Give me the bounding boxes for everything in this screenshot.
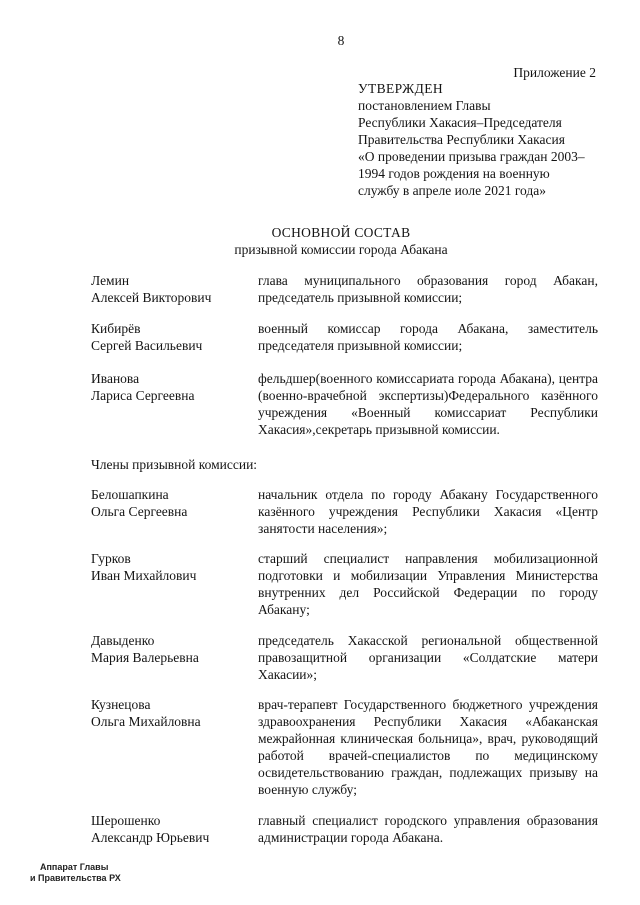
footer-stamp: [30, 862, 121, 884]
approval-title: УТВЕРЖДЕН: [358, 81, 443, 96]
surname: Кузнецова: [91, 697, 151, 712]
person-name: [91, 370, 251, 404]
members-label: Члены призывной комиссии:: [91, 457, 258, 472]
document-title: ОСНОВНОЙ СОСТАВ: [271, 225, 411, 240]
given-names: Ольга Сергеевна: [91, 504, 188, 519]
role-description: фельдшер(военного комиссариата города Абакана), центра (военно-врачебной экспертизы)Федерального казённого учреждения «Военный комиссариат Республики Хакасия»,секретарь призывной комиссии.: [258, 371, 598, 437]
role-description: глава муниципального образования город Абакан, председатель призывной комиссии;: [258, 273, 598, 305]
given-names: Иван Михайлович: [91, 568, 197, 583]
surname: Белошапкина: [91, 487, 169, 502]
surname: Кибирёв: [91, 321, 141, 336]
appendix-label: Приложение 2: [513, 65, 596, 80]
given-names: Александр Юрьевич: [91, 830, 210, 845]
document-subtitle: призывной комиссии города Абакана: [234, 242, 448, 257]
given-names: Алексей Викторович: [91, 290, 212, 305]
surname: Гурков: [91, 551, 131, 566]
surname: Иванова: [91, 371, 140, 386]
role-description: начальник отдела по городу Абакану Государственного казённого учреждения Республики Хакасия «Центр занятости населения»;: [258, 487, 598, 536]
approval-line: службу в апреле иоле 2021 года»: [358, 183, 547, 198]
page-number: 8: [337, 33, 345, 48]
stamp-line: Аппарат Главы: [40, 862, 109, 872]
role-description: председатель Хакасской региональной общественной правозащитной организации «Солдатские матери Хакасии»;: [258, 633, 598, 682]
approval-line: Республики Хакасия–Председателя: [358, 115, 562, 130]
role-description: военный комиссар города Абакана, заместитель председателя призывной комиссии;: [258, 321, 598, 353]
approval-line: постановлением Главы: [358, 98, 491, 113]
approval-lines: [358, 97, 608, 199]
approval-line: Правительства Республики Хакасия: [358, 132, 565, 147]
given-names: Ольга Михайловна: [91, 714, 201, 729]
surname: Шерошенко: [91, 813, 161, 828]
approval-line: «О проведении призыва граждан 2003–: [358, 149, 585, 164]
surname: Лемин: [91, 273, 130, 288]
person-name: [91, 272, 251, 306]
surname: Давыденко: [91, 633, 155, 648]
approval-block: [358, 80, 608, 199]
person-name: [91, 550, 251, 584]
person-name: [91, 320, 251, 354]
role-description: врач-терапевт Государственного бюджетного учреждения здравоохранения Республики Хакасия «Абаканская межрайонная клиническая больница», врач, руководящий работой врачей-специалистов по медицинскому освидетельствованию граждан, подлежащих призыву на военную службу;: [258, 697, 598, 797]
given-names: Лариса Сергеевна: [91, 388, 195, 403]
given-names: Мария Валерьевна: [91, 650, 199, 665]
person-name: [91, 632, 251, 666]
person-name: [91, 696, 251, 730]
given-names: Сергей Васильевич: [91, 338, 203, 353]
approval-line: 1994 годов рождения на военную: [358, 166, 550, 181]
person-name: [91, 812, 251, 846]
stamp-line: и Правительства РХ: [30, 873, 121, 883]
role-description: главный специалист городского управления образования администрации города Абакана.: [258, 813, 598, 845]
document-heading: [0, 224, 640, 258]
person-name: [91, 486, 251, 520]
role-description: старший специалист направления мобилизационной подготовки и мобилизации Управления Министерства внутренних дел Российской Федерации по городу Абакану;: [258, 551, 598, 617]
